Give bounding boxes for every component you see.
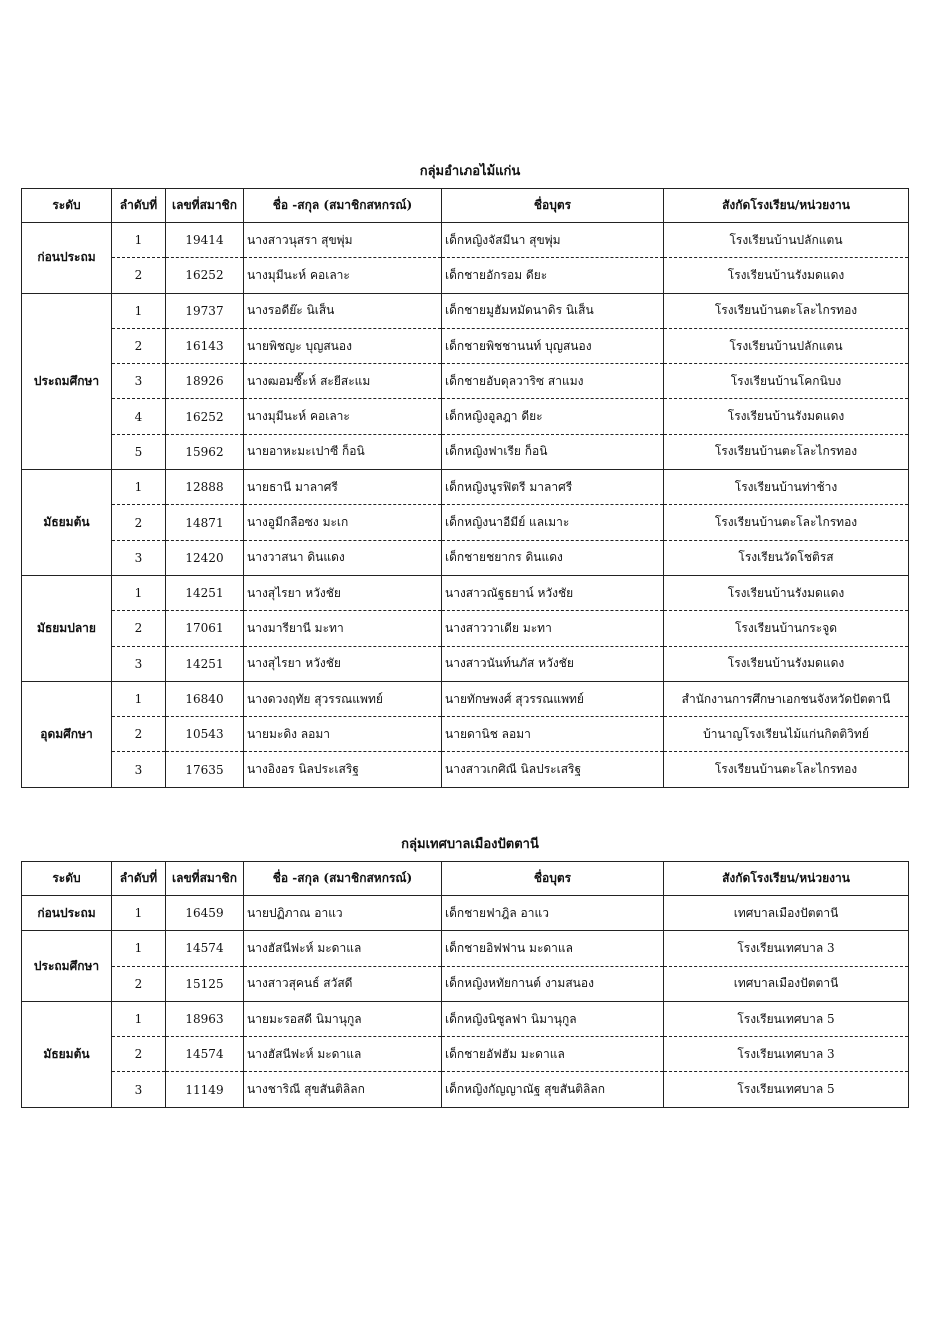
child-name-cell: เด็กชายมูฮัมหมัดนาดิร นิเส็น [442,293,664,328]
header-order: ลำดับที่ [112,189,166,223]
member-no-cell: 11149 [166,1072,244,1107]
table-header-row [22,189,909,223]
member-name-cell: นางมารียานี มะทา [244,611,442,646]
member-name-cell: นางมุมีนะห์ คอเลาะ [244,399,442,434]
member-name-cell: นายธานี มาลาศรี [244,470,442,505]
members-table-1 [21,188,909,788]
table-row [22,646,909,681]
child-name-cell: เด็กหญิงกัญญาณัฐ สุขสันติลิลก [442,1072,664,1107]
school-cell: โรงเรียนเทศบาล 5 [664,1001,909,1036]
child-name-cell: เด็กหญิงอูลฎา ดียะ [442,399,664,434]
school-cell: โรงเรียนบ้านปลักแตน [664,328,909,363]
school-cell: โรงเรียนบ้านรังมดแดง [664,258,909,293]
school-cell: โรงเรียนบ้านกระจูด [664,611,909,646]
member-no-cell: 12420 [166,540,244,575]
order-cell: 1 [112,223,166,258]
member-name-cell: นางฒอมซี๊ะห์ สะยีสะแม [244,364,442,399]
child-name-cell: นางสาวเกศิณี นิลประเสริฐ [442,752,664,787]
member-no-cell: 16459 [166,896,244,931]
school-cell: โรงเรียนบ้านรังมดแดง [664,575,909,610]
order-cell: 3 [112,364,166,399]
order-cell: 2 [112,611,166,646]
member-no-cell: 10543 [166,717,244,752]
member-no-cell: 15962 [166,434,244,469]
child-name-cell: นางสาววาเดีย มะทา [442,611,664,646]
child-name-cell: เด็กหญิงนิซูลฟา นิมานุกูล [442,1001,664,1036]
level-cell: มัธยมปลาย [22,575,112,681]
table-row [22,966,909,1001]
members-table-2 [21,861,909,1108]
school-cell: โรงเรียนบ้านตะโละไกรทอง [664,752,909,787]
table-row [22,1001,909,1036]
order-cell: 3 [112,752,166,787]
member-name-cell: นายพิชญะ บุญสนอง [244,328,442,363]
school-cell: โรงเรียนบ้านรังมดแดง [664,646,909,681]
child-name-cell: เด็กหญิงนูรฟิตรี มาลาศรี [442,470,664,505]
child-name-cell: เด็กชายอับดุลวาริซ สาแมง [442,364,664,399]
member-name-cell: นางสาวสุคนธ์ สวัสดี [244,966,442,1001]
section-title-1: กลุ่มอำเภอไม้แก่น [419,164,521,179]
child-name-cell: เด็กหญิงจัสมีนา สุขพุ่ม [442,223,664,258]
table-row [22,505,909,540]
order-cell: 1 [112,896,166,931]
order-cell: 5 [112,434,166,469]
header-member-name: ชื่อ -สกุล (สมาชิกสหกรณ์) [244,862,442,896]
school-cell: โรงเรียนบ้านรังมดแดง [664,399,909,434]
member-name-cell: นายอาหะมะเปาซี ก็อนิ [244,434,442,469]
member-no-cell: 16252 [166,399,244,434]
child-name-cell: เด็กชายอักรอม ดียะ [442,258,664,293]
order-cell: 1 [112,470,166,505]
member-no-cell: 17635 [166,752,244,787]
member-no-cell: 15125 [166,966,244,1001]
table-row [22,1072,909,1107]
header-member-no: เลขที่สมาชิก [166,189,244,223]
table-row [22,681,909,716]
order-cell: 3 [112,540,166,575]
member-no-cell: 14574 [166,1037,244,1072]
school-cell: โรงเรียนเทศบาล 3 [664,1037,909,1072]
school-cell: โรงเรียนเทศบาล 5 [664,1072,909,1107]
child-name-cell: นางสาวณัฐธยาน์ หวังชัย [442,575,664,610]
school-cell: โรงเรียนบ้านท่าช้าง [664,470,909,505]
table-row [22,399,909,434]
member-name-cell: นางสุไรยา หวังชัย [244,575,442,610]
level-cell: อุดมศึกษา [22,681,112,787]
member-name-cell: นางมุมีนะห์ คอเลาะ [244,258,442,293]
member-no-cell: 16143 [166,328,244,363]
order-cell: 2 [112,328,166,363]
school-cell: เทศบาลเมืองปัตตานี [664,966,909,1001]
school-cell: โรงเรียนบ้านตะโละไกรทอง [664,434,909,469]
school-cell: โรงเรียนบ้านปลักแตน [664,223,909,258]
order-cell: 1 [112,1001,166,1036]
table-row [22,752,909,787]
order-cell: 2 [112,1037,166,1072]
level-cell: ก่อนประถม [22,223,112,294]
school-cell: โรงเรียนบ้านตะโละไกรทอง [664,293,909,328]
school-cell: โรงเรียนวัดโชติรส [664,540,909,575]
child-name-cell: เด็กชายฟาฎิล อาแว [442,896,664,931]
header-member-name: ชื่อ -สกุล (สมาชิกสหกรณ์) [244,189,442,223]
child-name-cell: เด็กหญิงนาอีมีย์ แลเมาะ [442,505,664,540]
table-row [22,258,909,293]
table-row [22,717,909,752]
table-row [22,575,909,610]
table-row [22,540,909,575]
order-cell: 3 [112,646,166,681]
order-cell: 4 [112,399,166,434]
child-name-cell: เด็กชายอัฟฮัม มะดาแล [442,1037,664,1072]
member-name-cell: นางสุไรยา หวังชัย [244,646,442,681]
level-cell: ประถมศึกษา [22,931,112,1002]
child-name-cell: เด็กหญิงหทัยกานต์ งามสนอง [442,966,664,1001]
member-no-cell: 14251 [166,646,244,681]
table-row [22,896,909,931]
member-name-cell: นายมะดิง ลอมา [244,717,442,752]
member-name-cell: นางฮัสนีฟะห์ มะดาแล [244,1037,442,1072]
member-name-cell: นางฮัสนีฟะห์ มะดาแล [244,931,442,966]
table-header-row [22,862,909,896]
member-name-cell: นางอูมีกลือซง มะเก [244,505,442,540]
child-name-cell: นายดานิช ลอมา [442,717,664,752]
member-no-cell: 14251 [166,575,244,610]
school-cell: เทศบาลเมืองปัตตานี [664,896,909,931]
level-cell: ประถมศึกษา [22,293,112,469]
member-no-cell: 19737 [166,293,244,328]
table-row [22,293,909,328]
header-member-no: เลขที่สมาชิก [166,862,244,896]
header-level: ระดับ [22,862,112,896]
member-name-cell: นายมะรอสดี นิมานุกูล [244,1001,442,1036]
table-row [22,328,909,363]
member-no-cell: 17061 [166,611,244,646]
member-name-cell: นางอิงอร นิลประเสริฐ [244,752,442,787]
member-no-cell: 12888 [166,470,244,505]
member-no-cell: 14574 [166,931,244,966]
member-no-cell: 14871 [166,505,244,540]
member-no-cell: 19414 [166,223,244,258]
header-school: สังกัดโรงเรียน/หน่วยงาน [664,189,909,223]
school-cell: บ้านาญโรงเรียนไม้แก่นกิตติวิทย์ [664,717,909,752]
table-row [22,931,909,966]
member-no-cell: 18926 [166,364,244,399]
order-cell: 3 [112,1072,166,1107]
member-name-cell: นางสาวนุสรา สุขพุ่ม [244,223,442,258]
school-cell: โรงเรียนเทศบาล 3 [664,931,909,966]
table-row [22,470,909,505]
child-name-cell: เด็กหญิงฟาเรีย ก็อนิ [442,434,664,469]
member-name-cell: นางวาสนา ดินแดง [244,540,442,575]
level-cell: มัธยมต้น [22,470,112,576]
table-row [22,1037,909,1072]
header-child-name: ชื่อบุตร [442,189,664,223]
order-cell: 1 [112,681,166,716]
child-name-cell: นางสาวนันท์นภัส หวังชัย [442,646,664,681]
member-no-cell: 18963 [166,1001,244,1036]
child-name-cell: เด็กชายชยากร ดินแดง [442,540,664,575]
member-name-cell: นางรอดีย๊ะ นิเส็น [244,293,442,328]
level-cell: มัธยมต้น [22,1001,112,1107]
order-cell: 2 [112,258,166,293]
level-cell: ก่อนประถม [22,896,112,931]
table-row [22,364,909,399]
child-name-cell: เด็กชายอิฟฟาน มะดาแล [442,931,664,966]
member-no-cell: 16252 [166,258,244,293]
member-name-cell: นายปฏิภาณ อาแว [244,896,442,931]
header-child-name: ชื่อบุตร [442,862,664,896]
order-cell: 2 [112,717,166,752]
table-row [22,611,909,646]
order-cell: 2 [112,505,166,540]
child-name-cell: นายทักษพงศ์ สุวรรณแพทย์ [442,681,664,716]
school-cell: โรงเรียนบ้านตะโละไกรทอง [664,505,909,540]
school-cell: โรงเรียนบ้านโคกนิบง [664,364,909,399]
order-cell: 1 [112,575,166,610]
header-level: ระดับ [22,189,112,223]
section-title-2: กลุ่มเทศบาลเมืองปัตตานี [401,837,539,852]
school-cell: สำนักงานการศึกษาเอกชนจังหวัดปัตตานี [664,681,909,716]
member-no-cell: 16840 [166,681,244,716]
order-cell: 1 [112,293,166,328]
header-order: ลำดับที่ [112,862,166,896]
order-cell: 1 [112,931,166,966]
order-cell: 2 [112,966,166,1001]
table-row [22,223,909,258]
child-name-cell: เด็กชายพิชชานนท์ บุญสนอง [442,328,664,363]
header-school: สังกัดโรงเรียน/หน่วยงาน [664,862,909,896]
member-name-cell: นางดวงฤทัย สุวรรณแพทย์ [244,681,442,716]
table-row [22,434,909,469]
member-name-cell: นางชาริณี สุขสันติลิลก [244,1072,442,1107]
